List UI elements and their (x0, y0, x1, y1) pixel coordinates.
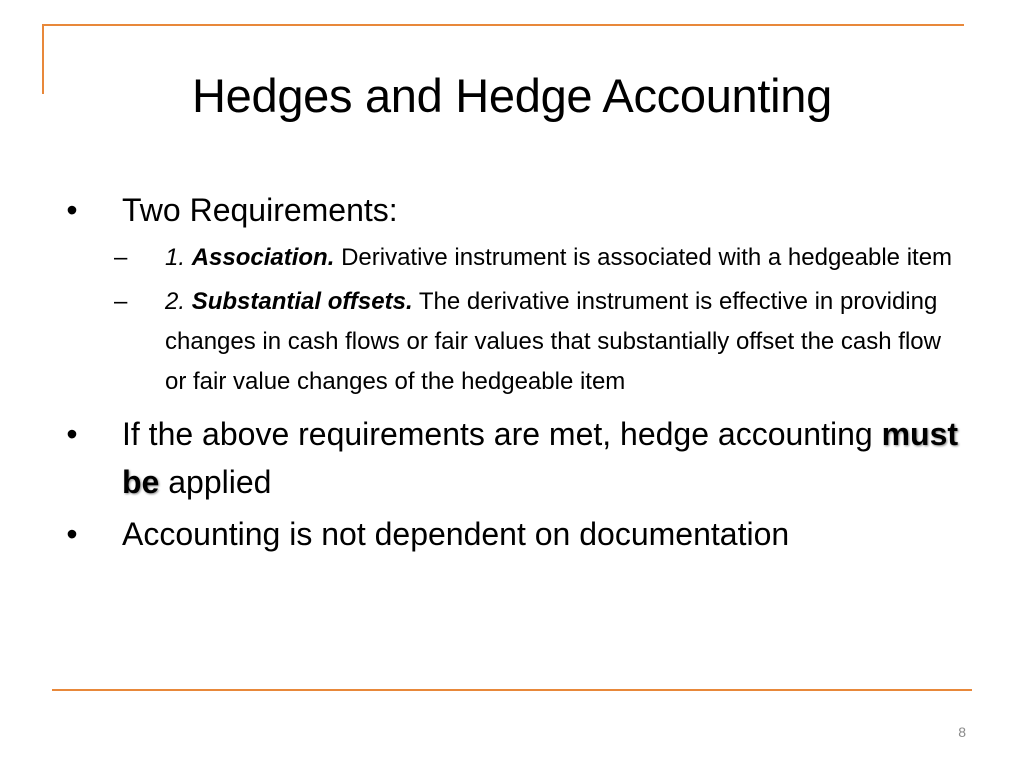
slide-title: Hedges and Hedge Accounting (192, 69, 832, 122)
bullet-requirements-met (60, 410, 960, 506)
bullet-text: Two Requirements: (122, 192, 398, 228)
bullet-text-before: If the above requirements are met, hedge accounting (122, 416, 873, 452)
requirement-term: Substantial offsets. (191, 288, 413, 315)
requirement-term: Association. (191, 244, 335, 271)
requirement-text: The derivative instrument is effective in providing changes in cash flows or fair values that substantially offset the cash flow or fair value changes of the hedgeable item (165, 288, 941, 395)
dash-marker: – (114, 288, 128, 315)
sub-bullet-association (60, 238, 960, 278)
bullet-marker: • (66, 416, 78, 452)
frame-bottom-line (52, 689, 972, 691)
frame-top-line (42, 24, 964, 26)
requirement-number: 1. (165, 244, 186, 271)
requirement-number: 2. (165, 288, 186, 315)
dash-marker: – (114, 244, 128, 271)
emphasis-text: must be (122, 416, 959, 500)
bullet-marker: • (66, 192, 78, 228)
bullet-text-after: applied (168, 464, 272, 500)
sub-bullet-substantial-offsets (60, 282, 960, 402)
bullet-text: Accounting is not dependent on documentation (122, 516, 790, 552)
page-number: 8 (958, 724, 966, 740)
bullet-two-requirements (60, 186, 960, 234)
bullet-documentation (60, 510, 960, 558)
bullet-marker: • (66, 516, 78, 552)
requirement-text: Derivative instrument is associated with a hedgeable item (341, 244, 953, 271)
bullet-list (60, 186, 960, 558)
